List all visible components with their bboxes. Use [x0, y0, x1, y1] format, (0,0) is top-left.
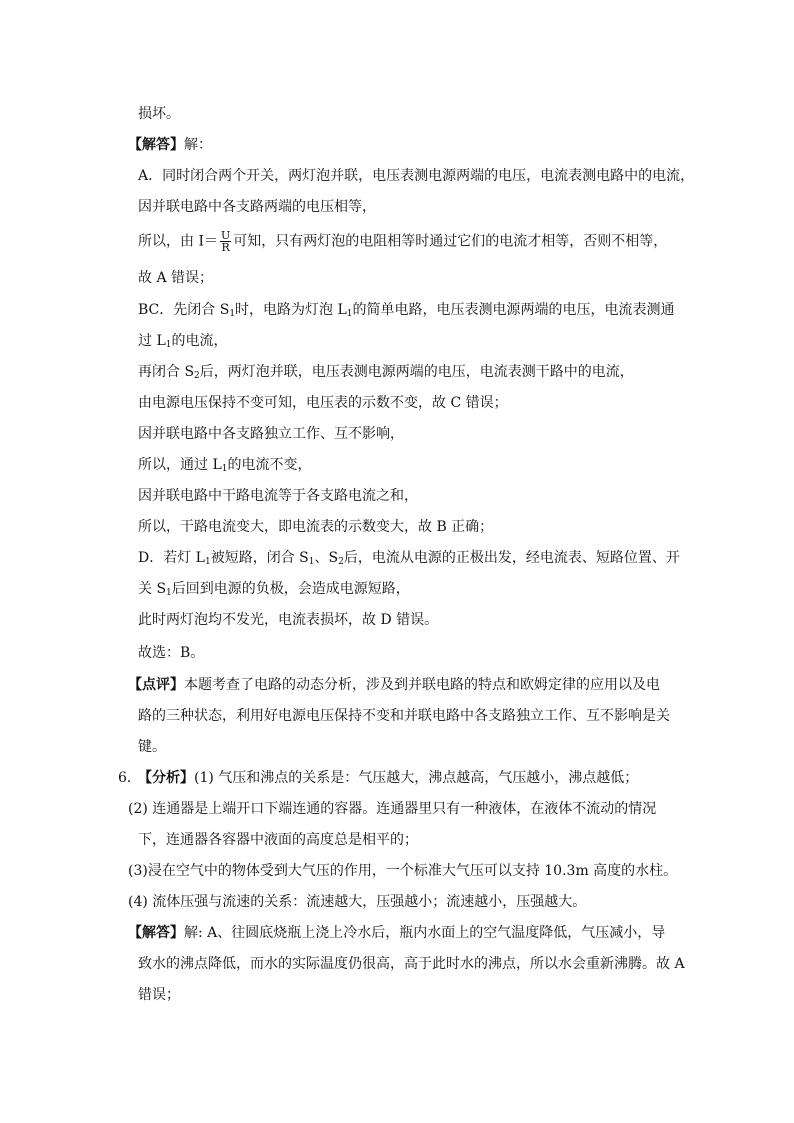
section-tag: 【分析】	[138, 770, 194, 786]
text-line: BC．先闭合 $S_1$时，电路为灯泡 $L_1$的简单电路，电压表测电源两端的电压，电流表测通	[138, 302, 675, 319]
text-line: 过 $L_1$的电流，	[138, 333, 228, 350]
text-line: 由电源电压保持不变可知，电压表的示数不变，故 C 错误；	[138, 395, 508, 411]
text-line: 损坏。	[138, 106, 180, 122]
section-tag: 【解答】	[128, 925, 184, 941]
text-line: 路的三种状态，利用好电源电压保持不变和并联电路中各支路独立工作、互不影响是关	[138, 708, 670, 724]
section-tag: 【点评】	[128, 677, 184, 693]
answer-heading	[128, 135, 668, 155]
text-line: 此时两灯泡均不发光，电流表损坏，故 D 错误。	[138, 612, 439, 628]
text-line: (4) 流体压强与流速的关系：流速越大，压强越小；流速越小，压强越大。	[128, 894, 587, 910]
comment-heading	[128, 675, 668, 695]
text-line: 再闭合 $S_2$后，两灯泡并联，电压表测电源两端的电压，电流表测干路中的电流，	[138, 364, 634, 381]
analysis-heading	[138, 768, 678, 788]
text-line: 因并联电路中各支路两端的电压相等，	[138, 199, 376, 215]
text-line: 下，连通器各容器中液面的高度总是相平的；	[138, 832, 418, 848]
text-span: 本题考查了电路的动态分析，涉及到并联电路的特点和欧姆定律的应用以及电	[184, 677, 660, 693]
section-tag: 【解答】	[128, 137, 184, 153]
answer-heading	[128, 923, 668, 943]
text-line: 致水的沸点降低，而水的实际温度仍很高，高于此时水的沸点，所以水会重新沸腾。故 A	[138, 956, 685, 972]
text-line: 键。	[138, 739, 166, 755]
text-line: (2) 连通器是上端开口下端连通的容器。连通器里只有一种液体，在液体不流动的情况	[128, 801, 657, 817]
text-line: 所以，通过 $L_1$的电流不变，	[138, 457, 312, 474]
question-number: 6．	[118, 770, 141, 786]
fraction-denominator: R	[221, 241, 230, 254]
text-line: 关 $S_1$后回到电源的负极，会造成电源短路，	[138, 581, 410, 598]
fraction	[220, 230, 231, 253]
text-span: (1) 气压和沸点的关系是：气压越大，沸点越高，气压越小，沸点越低；	[194, 770, 639, 786]
text-line: 故选：B。	[138, 645, 205, 661]
fraction-numerator: U	[220, 229, 231, 242]
text-span: 可知，只有两灯泡的电阻相等时通过它们的电流才相等，否则不相等，	[233, 233, 668, 250]
text-line: 因并联电路中干路电流等于各支路电流之和，	[138, 488, 418, 504]
text-line: 因并联电路中各支路独立工作、互不影响，	[138, 426, 404, 442]
text-line: (3)浸在空气中的物体受到大气压的作用，一个标准大气压可以支持 10.3m 高度的水柱。	[128, 863, 678, 879]
text-line: 故 A 错误；	[138, 270, 214, 286]
text-line: 错误；	[138, 987, 180, 1003]
text-span: 解: A、往圆底烧瓶上浇上冷水后，瓶内水面上的空气温度降低，气压减小，导	[184, 925, 666, 941]
formula-line	[138, 230, 678, 253]
text-line: A．同时闭合两个开关，两灯泡并联，电压表测电源两端的电压，电流表测电路中的电流，	[138, 168, 695, 184]
text-line: D．若灯 $L_1$被短路，闭合 $S_1$、$S_2$后，电流从电源的正极出发，经电流表、短路位置、开	[138, 550, 680, 567]
text-span: 解：	[184, 137, 212, 153]
text-span: 所以，由 I＝	[138, 233, 218, 250]
text-line: 所以，干路电流变大，即电流表的示数变大，故 B 正确；	[138, 519, 494, 535]
